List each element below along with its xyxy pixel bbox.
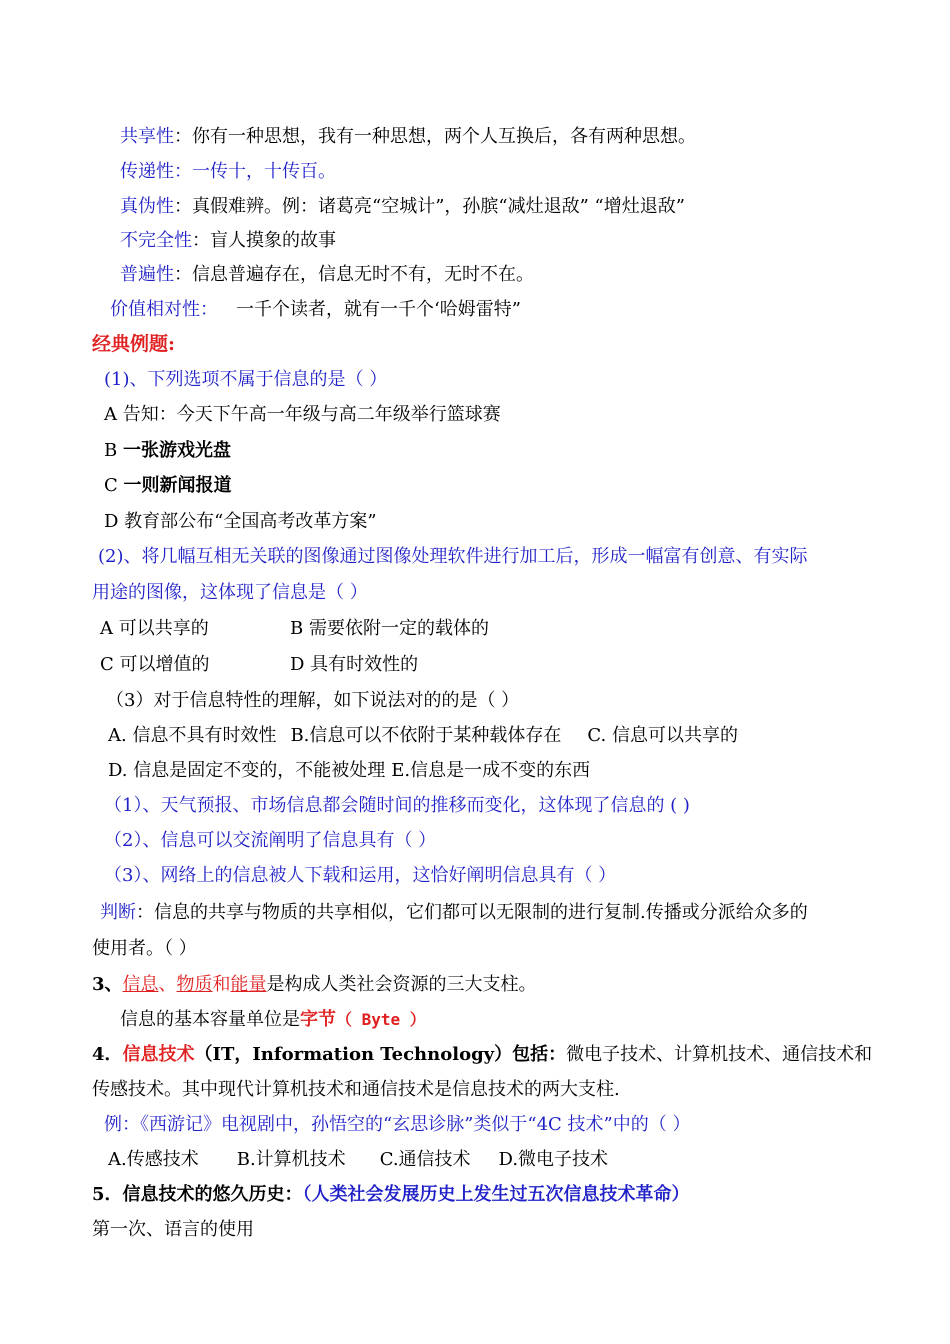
unit-prefix: 信息的基本容量单位是 bbox=[120, 1009, 300, 1030]
q1-option-b bbox=[104, 439, 231, 463]
conjunction: 和 bbox=[212, 974, 231, 995]
trait-sep: ： bbox=[200, 299, 218, 320]
section-number: 4． bbox=[92, 1044, 123, 1065]
trait-label: 不完全性 bbox=[120, 230, 192, 251]
trait-text: 一传十，十传百。 bbox=[192, 161, 336, 182]
trait-transmission bbox=[120, 160, 336, 184]
q3-stem: （3）对于信息特性的理解，如下说法对的的是（ ） bbox=[106, 690, 520, 711]
trait-label: 普遍性 bbox=[120, 264, 174, 285]
trait-sep: ： bbox=[174, 126, 192, 147]
trait-sep: ： bbox=[174, 161, 192, 182]
trait-sep: ： bbox=[174, 264, 192, 285]
option-letter: C bbox=[104, 475, 118, 496]
trait-sharing bbox=[120, 125, 696, 149]
q1-option-c bbox=[104, 474, 232, 498]
section-4-list: 微电子技术、计算机技术、通信技术和 bbox=[566, 1044, 873, 1065]
option-letter: B bbox=[104, 440, 118, 461]
trait-text: 你有一种思想，我有一种思想，两个人互换后，各有两种思想。 bbox=[192, 126, 696, 147]
keyword-matter: 物质 bbox=[176, 974, 213, 995]
trait-label: 传递性 bbox=[120, 161, 174, 182]
option-c: C.通信技术 bbox=[379, 1149, 471, 1170]
q2-option-b: B 需要依附一定的载体的 bbox=[290, 618, 489, 639]
section-5-title: 5．信息技术的悠久历史： bbox=[92, 1184, 303, 1205]
section-4-example: 例：《西游记》电视剧中，孙悟空的“玄思诊脉”类似于“4C 技术”中的（ ） bbox=[104, 1114, 691, 1135]
keyword-energy: 能量 bbox=[230, 974, 267, 995]
unit-chinese: 字节 bbox=[300, 1009, 336, 1030]
trait-text: 信息普遍存在，信息无时不有，无时不在。 bbox=[192, 264, 534, 285]
fill-question-1: （1）、天气预报、市场信息都会随时间的推移而变化，这体现了信息的 ( ) bbox=[104, 795, 690, 816]
q3-option-e: E.信息是一成不变的东西 bbox=[391, 760, 591, 781]
q3-option-b: B.信息可以不依附于某种载体存在 bbox=[290, 725, 562, 746]
q3-options-row1 bbox=[108, 724, 738, 748]
examples-heading: 经典例题: bbox=[92, 333, 176, 355]
section-4-options bbox=[108, 1148, 608, 1172]
section-5-first: 第一次、语言的使用 bbox=[92, 1219, 254, 1240]
q3-option-c: C. 信息可以共享的 bbox=[587, 725, 738, 746]
option-d: D.微电子技术 bbox=[498, 1149, 609, 1170]
judge-line2: 使用者。（ ） bbox=[92, 938, 197, 959]
q3-option-a: A. 信息不具有时效性 bbox=[108, 725, 277, 746]
q2-option-a: A 可以共享的 bbox=[100, 618, 209, 639]
q1-stem: (1)、下列选项不属于信息的是（ ） bbox=[104, 369, 388, 390]
section-3-unit bbox=[120, 1008, 426, 1032]
trait-relative-value bbox=[110, 298, 521, 322]
separator: 、 bbox=[158, 974, 177, 995]
section-4-line1 bbox=[92, 1043, 872, 1067]
keyword-information-technology: 信息技术 bbox=[122, 1044, 195, 1065]
trait-universality bbox=[120, 263, 534, 287]
trait-label: 价值相对性 bbox=[110, 299, 200, 320]
section-3-resources bbox=[92, 973, 537, 997]
q3-option-d: D. 信息是固定不变的，不能被处理 bbox=[108, 760, 386, 781]
q2-option-c: C 可以增值的 bbox=[100, 654, 210, 675]
section-number: 3、 bbox=[92, 974, 123, 995]
trait-text: 盲人摸象的故事 bbox=[210, 230, 336, 251]
judge-text: ：信息的共享与物质的共享相似，它们都可以无限制的进行复制.传播或分派给众多的 bbox=[136, 902, 808, 923]
option-text: 一则新闻报道 bbox=[123, 475, 232, 496]
judge-label: 判断 bbox=[100, 902, 136, 923]
q2-stem-line1: (2)、将几幅互相无关联的图像通过图像处理软件进行加工后，形成一幅富有创意、有实际 bbox=[98, 546, 808, 567]
keyword-information: 信息 bbox=[122, 974, 159, 995]
option-text: 一张游戏光盘 bbox=[122, 440, 231, 461]
trait-sep: ： bbox=[192, 230, 210, 251]
trait-text: 一千个读者，就有一千个‘哈姆雷特” bbox=[236, 299, 521, 320]
section-4-line2: 传感技术。其中现代计算机技术和通信技术是信息技术的两大支柱. bbox=[92, 1079, 620, 1100]
fill-question-2: （2）、信息可以交流阐明了信息具有（ ） bbox=[104, 830, 437, 851]
fill-question-3: （3）、网络上的信息被人下载和运用，这恰好阐明信息具有（ ） bbox=[104, 865, 617, 886]
unit-english: （ Byte ） bbox=[336, 1010, 426, 1029]
q1-option-d: D 教育部公布“全国高考改革方案” bbox=[104, 511, 377, 532]
q2-stem-line2: 用途的图像，这体现了信息是（ ） bbox=[92, 582, 368, 603]
trait-text: 真假难辨。例：诸葛亮“空城计”，孙膑“减灶退敌” “增灶退敌” bbox=[192, 196, 685, 217]
option-b: B.计算机技术 bbox=[236, 1149, 346, 1170]
trait-label: 共享性 bbox=[120, 126, 174, 147]
trait-incompleteness bbox=[120, 229, 336, 253]
q1-option-a: A 告知：今天下午高一年级与高二年级举行篮球赛 bbox=[104, 404, 501, 425]
q2-option-d: D 具有时效性的 bbox=[290, 654, 419, 675]
trait-label: 真伪性 bbox=[120, 196, 174, 217]
trait-sep: ： bbox=[174, 196, 192, 217]
q3-options-row2 bbox=[108, 759, 590, 783]
section-3-text: 是构成人类社会资源的三大支柱。 bbox=[266, 974, 537, 995]
section-4-paren: （IT，Information Technology）包括： bbox=[194, 1044, 567, 1065]
option-a: A.传感技术 bbox=[108, 1149, 199, 1170]
section-5-heading bbox=[92, 1183, 690, 1207]
trait-authenticity bbox=[120, 195, 685, 219]
judge-line1 bbox=[100, 901, 808, 925]
section-5-note: （人类社会发展历史上发生过五次信息技术革命） bbox=[302, 1184, 690, 1205]
